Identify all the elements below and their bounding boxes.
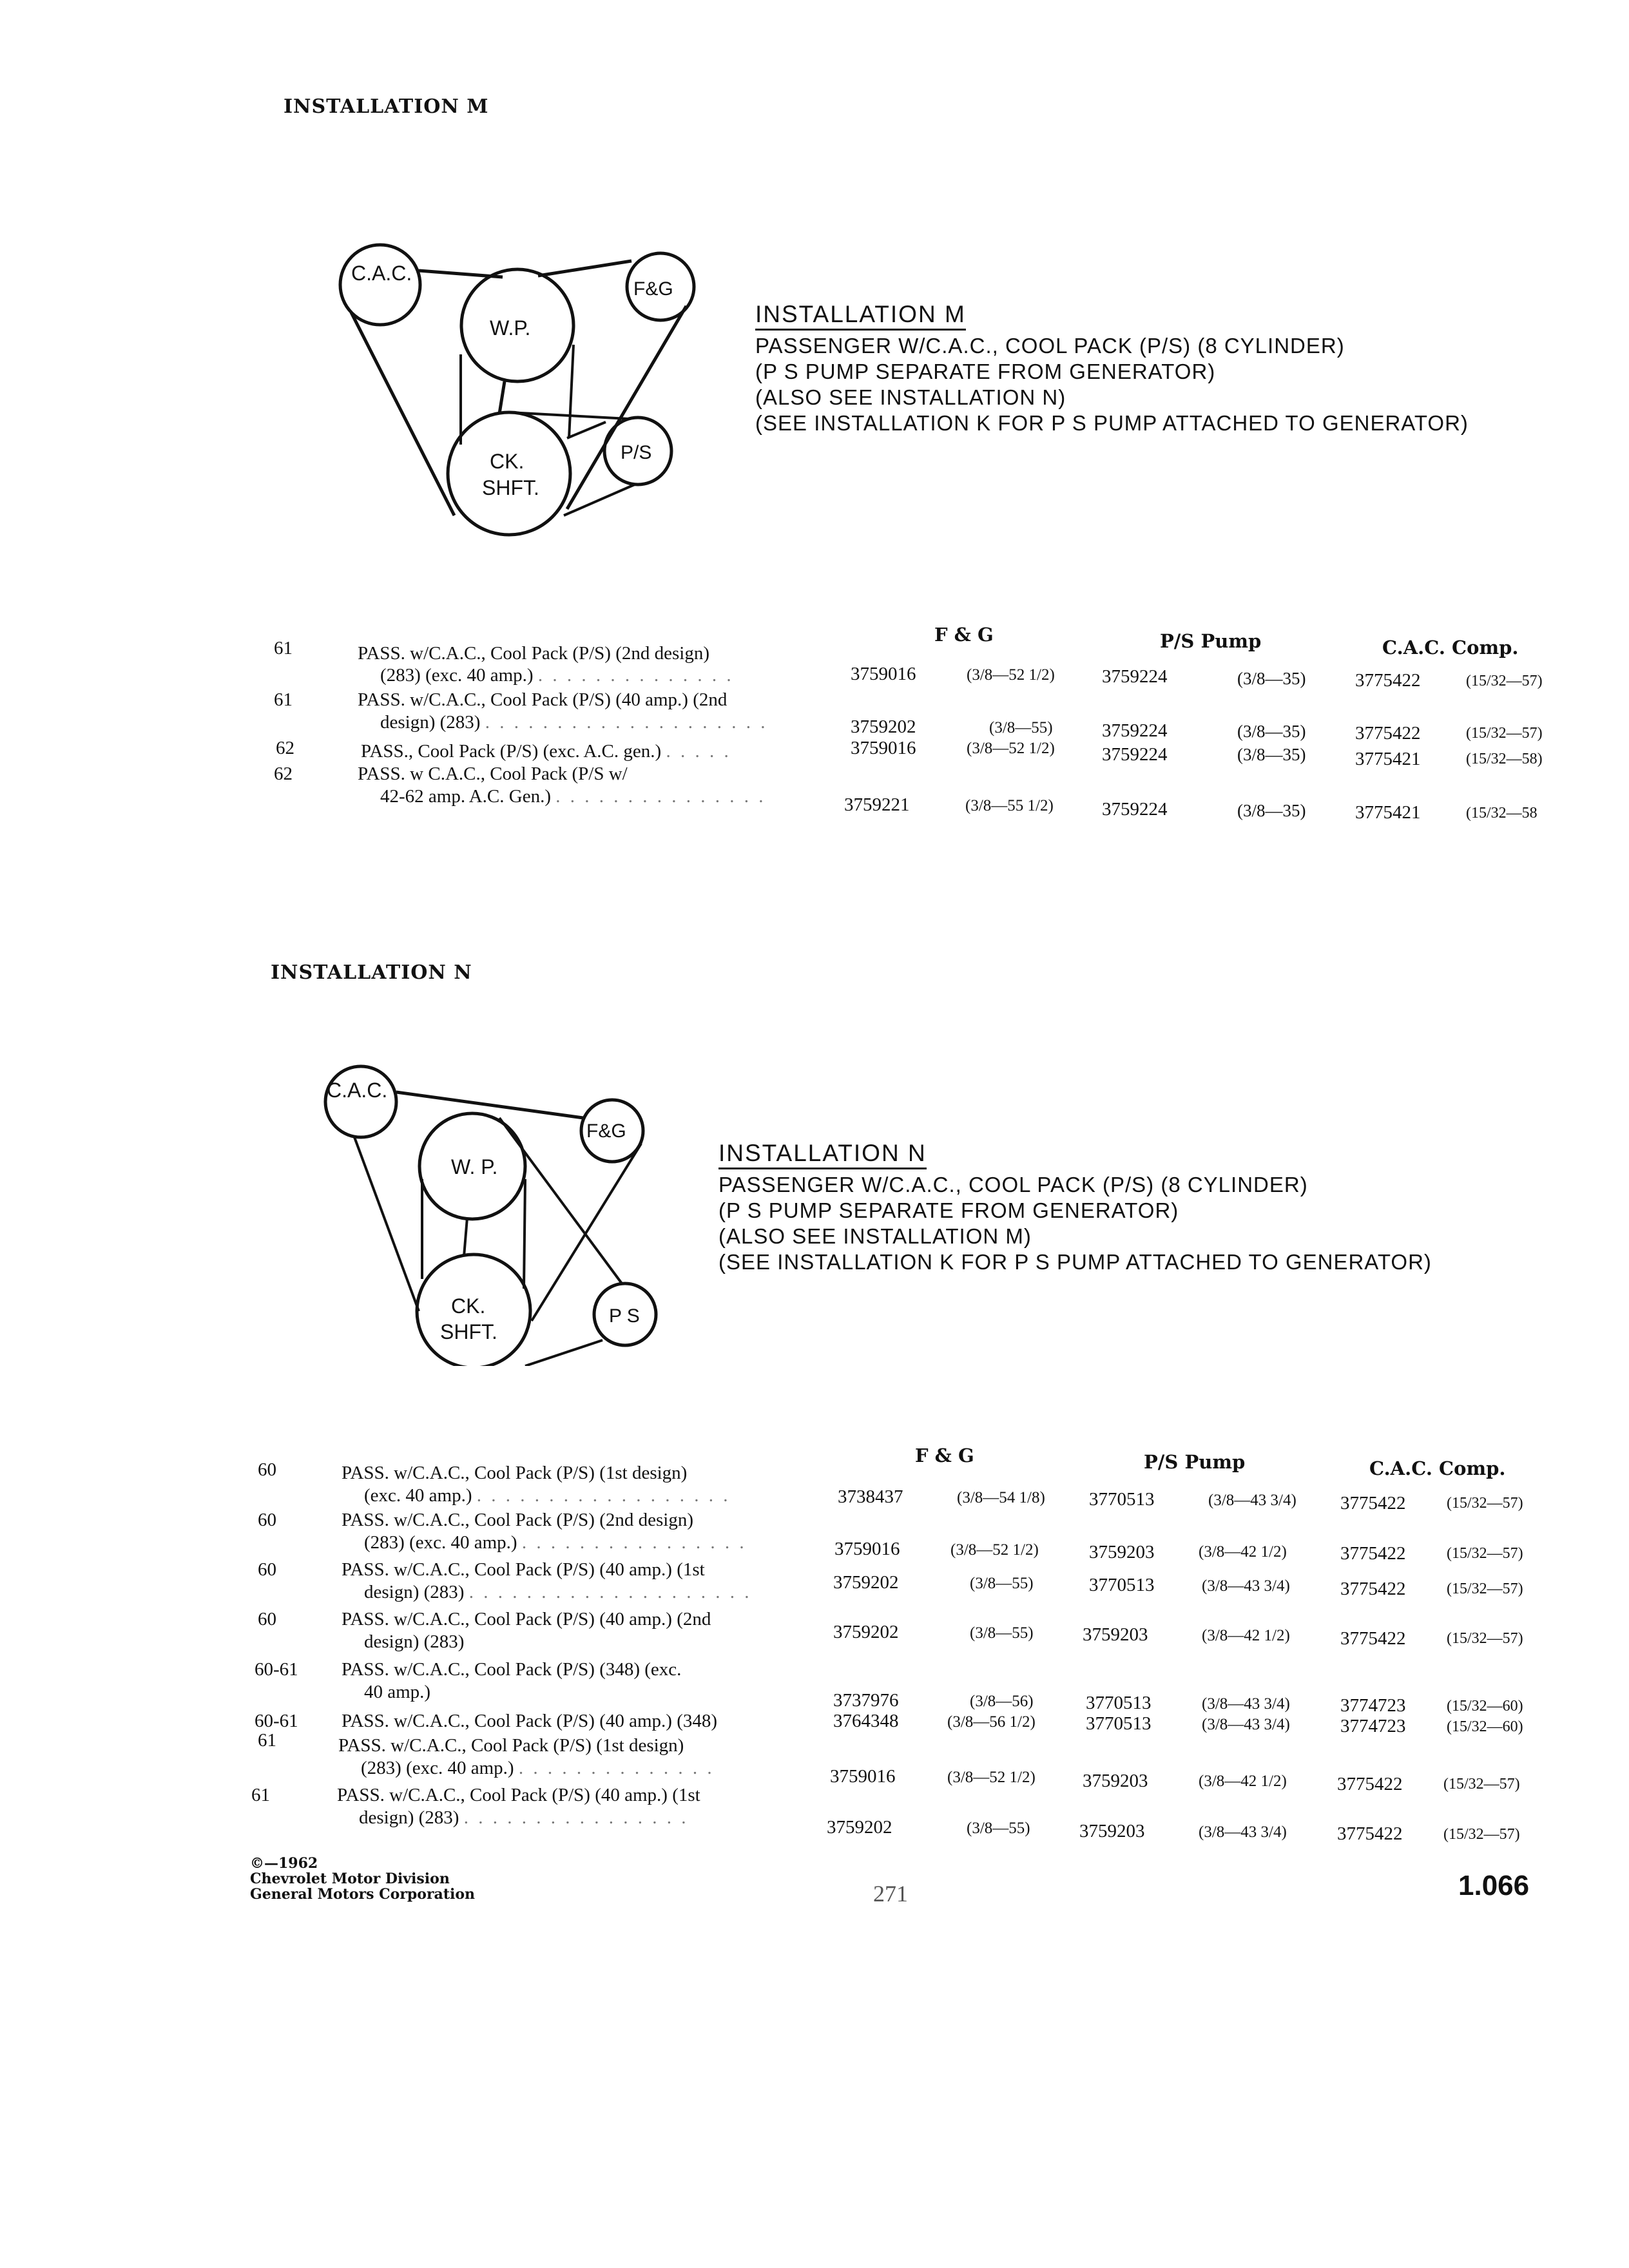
description-cell: (283) (exc. 40 amp.) . . . . . . . . . . . . . . (361, 1758, 715, 1778)
label-ps-n: P S (609, 1305, 640, 1327)
label-ck2-n: SHFT. (440, 1320, 497, 1343)
fg-part-cell: 3759202 (833, 1622, 899, 1642)
label-wp-m: W.P. (490, 316, 531, 340)
cac-size-cell: (15/32—57) (1447, 1581, 1523, 1597)
description-cont: design) (283) (380, 712, 481, 733)
ps-size-cell: (3/8—43 3/4) (1202, 1695, 1290, 1713)
cac-size-cell: (15/32—57) (1447, 1495, 1523, 1512)
col-header-ps-m: P/S Pump (1160, 630, 1262, 652)
ps-size-cell: (3/8—43 3/4) (1199, 1823, 1287, 1841)
description-cont: design) (283) (364, 1582, 465, 1602)
cac-size-cell: (15/32—58 (1466, 805, 1537, 822)
cac-part-cell: 3775422 (1340, 1579, 1406, 1599)
description-cell: design) (283) . . . . . . . . . . . . . . . . . . . . (380, 712, 768, 733)
label-ck1-m: CK. (490, 450, 525, 473)
fg-size-cell: (3/8—55) (967, 1820, 1030, 1837)
ps-part-cell: 3759203 (1079, 1821, 1145, 1841)
cac-size-cell: (15/32—57) (1443, 1776, 1520, 1792)
col-header-fg-m: F & G (934, 624, 994, 646)
cac-part-cell: 3775422 (1340, 1543, 1406, 1564)
year-cell: 62 (276, 738, 294, 758)
label-ck1-n: CK. (451, 1294, 486, 1318)
year-cell: 61 (274, 638, 293, 658)
description-cell: design) (283) (364, 1631, 465, 1652)
installation-n-title: INSTALLATION N (718, 1140, 927, 1169)
label-cac-m: C.A.C. (351, 262, 412, 285)
crankshaft-pulley-m (448, 412, 570, 535)
ps-part-cell: 3759224 (1102, 720, 1168, 741)
parts-table-m (271, 638, 1559, 850)
description-cell: design) (283) . . . . . . . . . . . . . . . . (359, 1807, 689, 1828)
col-header-ps-n: P/S Pump (1144, 1451, 1246, 1473)
fg-size-cell: (3/8—55 1/2) (965, 797, 1054, 814)
year-cell: 61 (258, 1730, 276, 1751)
year-cell: 60 (258, 1609, 276, 1629)
label-cac-n: C.A.C. (327, 1079, 388, 1102)
copyright: ©—1962 (250, 1855, 318, 1872)
year-cell: 60-61 (255, 1711, 298, 1731)
division-name: Chevrolet Motor Division (250, 1870, 450, 1887)
description-cell: PASS. w/C.A.C., Cool Pack (P/S) (40 amp.) (1st (342, 1559, 705, 1580)
fg-size-cell: (3/8—52 1/2) (967, 666, 1055, 684)
description-cont: design) (283) (359, 1807, 459, 1828)
installation-n-description (718, 1140, 1569, 1275)
ps-size-cell: (3/8—35) (1237, 745, 1306, 764)
description-cell: PASS. w/C.A.C., Cool Pack (P/S) (40 amp.) (1st (337, 1785, 700, 1805)
description-cell: design) (283) . . . . . . . . . . . . . . . . . . . . (364, 1582, 752, 1602)
cac-size-cell: (15/32—57) (1443, 1826, 1520, 1843)
fg-part-cell: 3737976 (833, 1690, 899, 1711)
footer-publisher (250, 1856, 475, 1902)
description-cell: 42-62 amp. A.C. Gen.) . . . . . . . . . . . . . . . (380, 786, 766, 807)
installation-m-title: INSTALLATION M (755, 302, 966, 331)
ps-part-cell: 3759203 (1083, 1624, 1148, 1645)
ps-part-cell: 3759203 (1089, 1542, 1155, 1562)
fg-size-cell: (3/8—52 1/2) (950, 1541, 1039, 1559)
description-cell: PASS. w/C.A.C., Cool Pack (P/S) (1st design) (342, 1463, 688, 1483)
cac-part-cell: 3775422 (1340, 1493, 1406, 1514)
cac-size-cell: (15/32—57) (1447, 1545, 1523, 1562)
installation-m-line: (SEE INSTALLATION K FOR P S PUMP ATTACHED TO GENERATOR) (755, 411, 1469, 435)
year-cell: 61 (251, 1785, 270, 1805)
description-cell: (283) (exc. 40 amp.) . . . . . . . . . . . . . . . . (364, 1532, 747, 1553)
installation-m-line: (ALSO SEE INSTALLATION N) (755, 385, 1066, 409)
description-cell: PASS. w/C.A.C., Cool Pack (P/S) (1st design) (338, 1735, 684, 1756)
label-ps-m: P/S (621, 442, 652, 463)
label-fg-m: F&G (633, 278, 673, 300)
label-fg-n: F&G (586, 1120, 626, 1142)
fg-part-cell: 3759202 (851, 716, 916, 737)
ps-part-cell: 3759224 (1102, 799, 1168, 820)
section-m-heading: INSTALLATION M (284, 95, 489, 118)
ps-part-cell: 3770513 (1086, 1713, 1152, 1734)
cac-part-cell: 3775422 (1337, 1823, 1403, 1844)
cac-size-cell: (15/32—57) (1466, 673, 1543, 689)
ps-part-cell: 3770513 (1089, 1489, 1155, 1510)
ps-part-cell: 3770513 (1089, 1575, 1155, 1595)
ps-part-cell: 3770513 (1086, 1693, 1152, 1713)
cac-part-cell: 3774723 (1340, 1716, 1406, 1736)
cac-part-cell: 3775422 (1355, 723, 1421, 744)
installation-m-description (755, 302, 1593, 436)
description-cell: PASS. w/C.A.C., Cool Pack (P/S) (40 amp.) (2nd (358, 689, 728, 710)
fg-part-cell: 3738437 (838, 1486, 903, 1507)
ps-size-cell: (3/8—43 3/4) (1208, 1492, 1296, 1509)
cac-size-cell: (15/32—57) (1466, 725, 1543, 742)
parts-table-n (251, 1459, 1563, 1859)
installation-n-line: (SEE INSTALLATION K FOR P S PUMP ATTACHED TO GENERATOR) (718, 1250, 1432, 1274)
description-cont: (283) (exc. 40 amp.) (364, 1532, 517, 1553)
description-cell: (283) (exc. 40 amp.) . . . . . . . . . . . . . . (380, 665, 734, 686)
col-header-fg-n: F & G (915, 1445, 974, 1466)
label-wp-n: W. P. (451, 1155, 498, 1178)
description-cont: (exc. 40 amp.) (364, 1485, 472, 1506)
cac-part-cell: 3775422 (1337, 1774, 1403, 1794)
ps-size-cell: (3/8—43 3/4) (1202, 1577, 1290, 1595)
description-cell: PASS. w/C.A.C., Cool Pack (P/S) (2nd design) (342, 1510, 693, 1530)
year-cell: 60 (258, 1510, 276, 1530)
fg-size-cell: (3/8—54 1/8) (957, 1489, 1045, 1506)
cac-size-cell: (15/32—60) (1447, 1718, 1523, 1735)
description-cell: PASS. w/C.A.C., Cool Pack (P/S) (40 amp.) (348) (342, 1711, 718, 1731)
fg-part-cell: 3759221 (844, 794, 910, 815)
description-cont: (283) (exc. 40 amp.) (361, 1758, 514, 1778)
description-cell: PASS. w/C.A.C., Cool Pack (P/S) (348) (exc. (342, 1659, 682, 1680)
fg-size-cell: (3/8—56 1/2) (947, 1713, 1036, 1731)
fg-size-cell: (3/8—55) (970, 1575, 1034, 1592)
fg-part-cell: 3759016 (830, 1766, 896, 1787)
installation-n-line: PASSENGER W/C.A.C., COOL PACK (P/S) (8 CYLINDER) (718, 1173, 1308, 1196)
cac-part-cell: 3774723 (1340, 1695, 1406, 1716)
ps-size-cell: (3/8—35) (1237, 669, 1306, 688)
description-cell: PASS., Cool Pack (P/S) (exc. A.C. gen.) . . . . . (361, 741, 731, 762)
belt-diagram-m (325, 232, 712, 541)
fg-size-cell: (3/8—52 1/2) (967, 740, 1055, 757)
ps-size-cell: (3/8—42 1/2) (1202, 1627, 1290, 1644)
year-cell: 61 (274, 689, 293, 710)
installation-m-line: (P S PUMP SEPARATE FROM GENERATOR) (755, 360, 1216, 383)
year-cell: 60 (258, 1559, 276, 1580)
installation-n-line: (P S PUMP SEPARATE FROM GENERATOR) (718, 1198, 1179, 1222)
fg-part-cell: 3759016 (851, 738, 916, 758)
description-cell: PASS. w C.A.C., Cool Pack (P/S w/ (358, 764, 628, 784)
section-n-heading: INSTALLATION N (271, 961, 472, 984)
cac-pulley-n (325, 1066, 396, 1137)
label-ck2-m: SHFT. (482, 476, 539, 499)
corporation-name: General Motors Corporation (250, 1886, 476, 1903)
ps-size-cell: (3/8—42 1/2) (1199, 1773, 1287, 1790)
fg-part-cell: 3759016 (834, 1539, 900, 1559)
page-number: 271 (873, 1881, 908, 1907)
ps-part-cell: 3759203 (1083, 1771, 1148, 1791)
cac-size-cell: (15/32—58) (1466, 751, 1543, 767)
col-header-cac-n: C.A.C. Comp. (1369, 1457, 1506, 1479)
document-number: 1.066 (1458, 1870, 1530, 1901)
fg-part-cell: 3759016 (851, 664, 916, 684)
ps-part-cell: 3759224 (1102, 666, 1168, 687)
fg-size-cell: (3/8—55) (970, 1624, 1034, 1642)
year-cell: 60 (258, 1459, 276, 1480)
fg-size-cell: (3/8—56) (970, 1693, 1034, 1710)
cac-size-cell: (15/32—57) (1447, 1630, 1523, 1647)
description-cell: PASS. w/C.A.C., Cool Pack (P/S) (2nd design) (358, 643, 709, 664)
fg-part-cell: 3764348 (833, 1711, 899, 1731)
cac-size-cell: (15/32—60) (1447, 1698, 1523, 1715)
fg-part-cell: 3759202 (827, 1817, 892, 1838)
fg-size-cell: (3/8—52 1/2) (947, 1769, 1036, 1786)
fg-size-cell: (3/8—55) (989, 719, 1053, 736)
description-cell: 40 amp.) (364, 1682, 431, 1702)
installation-n-line: (ALSO SEE INSTALLATION M) (718, 1224, 1032, 1248)
description-cell: PASS. w/C.A.C., Cool Pack (P/S) (40 amp.) (2nd (342, 1609, 711, 1629)
cac-part-cell: 3775421 (1355, 802, 1421, 823)
description-text: PASS., Cool Pack (P/S) (exc. A.C. gen.) (361, 741, 662, 762)
ps-size-cell: (3/8—35) (1237, 722, 1306, 741)
ps-size-cell: (3/8—35) (1237, 801, 1306, 820)
ps-size-cell: (3/8—43 3/4) (1202, 1716, 1290, 1733)
cac-part-cell: 3775422 (1355, 670, 1421, 691)
belt-diagram-n (319, 1057, 680, 1366)
fg-part-cell: 3759202 (833, 1572, 899, 1593)
cac-part-cell: 3775421 (1355, 749, 1421, 769)
description-cell: (exc. 40 amp.) . . . . . . . . . . . . . . . . . . (364, 1485, 731, 1506)
description-cont: (283) (exc. 40 amp.) (380, 665, 534, 686)
ps-part-cell: 3759224 (1102, 744, 1168, 765)
year-cell: 60-61 (255, 1659, 298, 1680)
ps-size-cell: (3/8—42 1/2) (1199, 1543, 1287, 1561)
cac-part-cell: 3775422 (1340, 1628, 1406, 1649)
col-header-cac-m: C.A.C. Comp. (1382, 637, 1519, 658)
installation-m-line: PASSENGER W/C.A.C., COOL PACK (P/S) (8 CYLINDER) (755, 334, 1345, 358)
description-cont: 42-62 amp. A.C. Gen.) (380, 786, 551, 807)
year-cell: 62 (274, 764, 293, 784)
